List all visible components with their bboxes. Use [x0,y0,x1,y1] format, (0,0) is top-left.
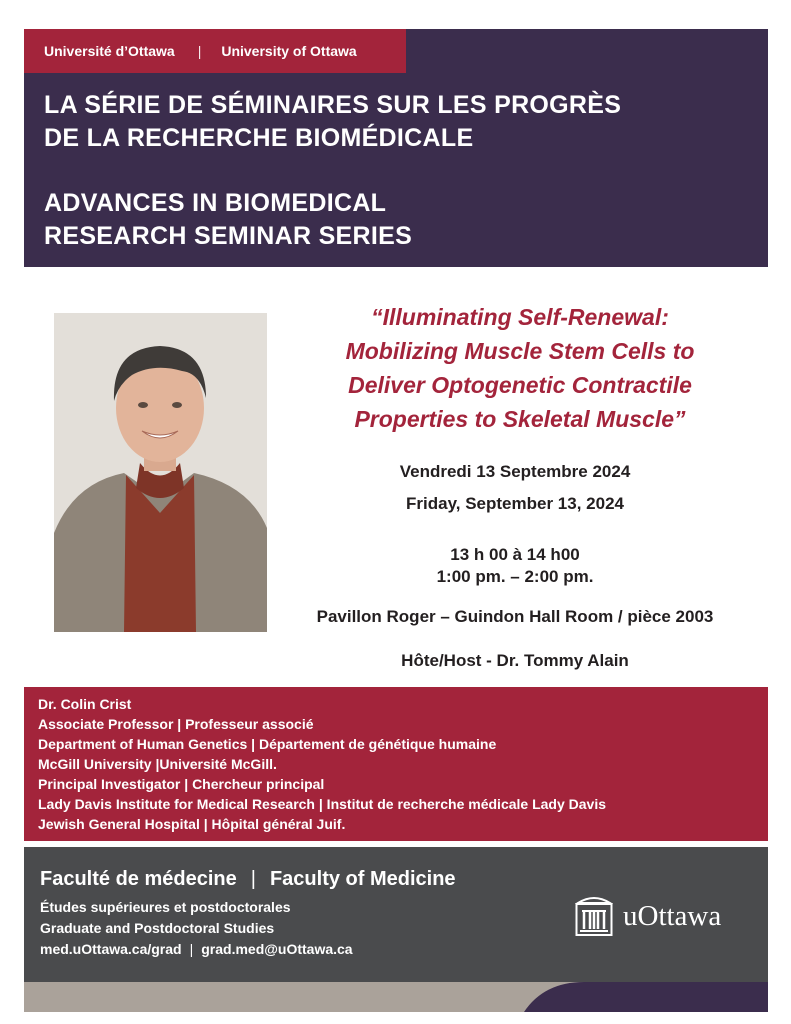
contact-separator: | [189,941,194,957]
email-link[interactable]: grad.med@uOttawa.ca [201,941,353,957]
host: Hôte/Host - Dr. Tommy Alain [401,651,629,670]
date-fr: Vendredi 13 Septembre 2024 [399,462,631,481]
series-title-fr-line1: LA SÉRIE DE SÉMINAIRES SUR LES PROGRÈS [44,91,622,119]
venue: Pavillon Roger – Guindon Hall Room / pièce 2003 [316,607,714,626]
building-icon [575,895,613,937]
speaker-department: Department of Human Genetics | Département de génétique humaine [38,736,497,752]
talk-title-line2: Mobilizing Muscle Stem Cells to [345,338,695,364]
series-title-fr [44,89,744,155]
university-bar [24,29,406,73]
talk-title [285,300,755,436]
speaker-portrait-illustration [54,313,267,632]
speaker-role: Principal Investigator | Chercheur principal [38,776,325,792]
faculty-fr: Faculté de médecine [40,868,237,890]
faculty-separator: | [250,868,256,890]
speaker-photo [54,313,267,632]
time-en: 1:00 pm. – 2:00 pm. [436,567,594,586]
faculty-heading [40,868,456,891]
talk-title-line4: Properties to Skeletal Muscle” [354,406,686,432]
speaker-name: Dr. Colin Crist [38,696,132,712]
speaker-details [38,694,606,834]
header-banner [24,29,768,267]
time-fr: 13 h 00 à 14 h00 [450,545,580,564]
uottawa-logo [575,895,721,937]
series-title-en [44,187,744,253]
website-link[interactable]: med.uOttawa.ca/grad [40,941,182,957]
series-title-en-line2: RESEARCH SEMINAR SERIES [44,222,413,250]
studies-fr: Études supérieures et postdoctorales [40,899,291,915]
speaker-institute: Lady Davis Institute for Medical Research | Institut de recherche médicale Lady Davis [38,796,607,812]
series-title-en-line1: ADVANCES IN BIOMEDICAL [44,189,387,217]
faculty-en: Faculty of Medicine [269,868,456,890]
contact-line [40,941,353,957]
speaker-info-box [24,687,768,841]
speaker-hospital: Jewish General Hospital | Hôpital général Juif. [38,816,346,832]
studies-en: Graduate and Postdoctoral Studies [40,920,275,936]
talk-title-line3: Deliver Optogenetic Contractile [348,372,692,398]
series-title-fr-line2: DE LA RECHERCHE BIOMÉDICALE [44,124,474,152]
speaker-position: Associate Professor | Professeur associé [38,716,314,732]
university-name-fr: Université d’Ottawa [44,43,175,59]
decorative-bottom-band [24,982,768,1012]
speaker-university: McGill University |Université McGill. [38,756,277,772]
date-en: Friday, September 13, 2024 [406,494,624,513]
talk-title-line1: “Illuminating Self-Renewal: [371,304,669,330]
logo-text: uOttawa [623,899,722,932]
university-name-en: University of Ottawa [221,43,357,59]
footer [24,847,768,982]
university-separator: | [197,43,202,59]
